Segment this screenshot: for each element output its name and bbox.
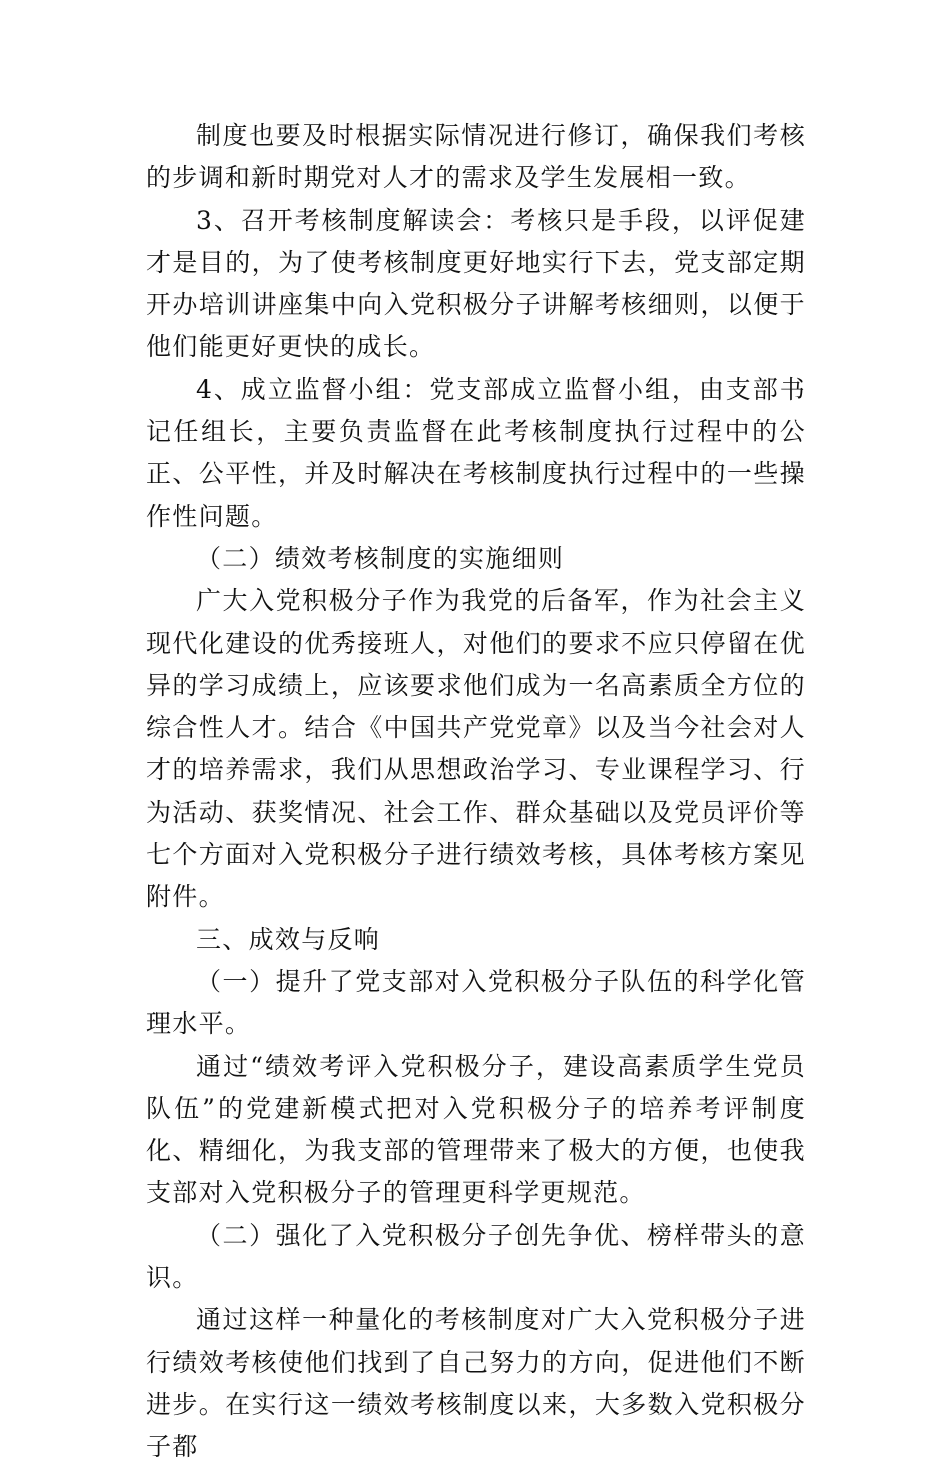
- subheading-implementation: （二）绩效考核制度的实施细则: [196, 543, 565, 573]
- paragraph-item-4: 4、成立监督小组：党支部成立监督小组，由支部书记任组长，主要负责监督在此考核制度执行过程中的公正、公平性，并及时解决在考核制度执行过程中的一些操作性问题。: [146, 374, 806, 531]
- paragraph-implementation: 广大入党积极分子作为我党的后备军，作为社会主义现代化建设的优秀接班人，对他们的要求不应只停留在优异的学习成绩上，应该要求他们成为一名高素质全方位的综合性人才。结合《中国共产党党章》以及当今社会对人才的培养需求，我们从思想政治学习、专业课程学习、行为活动、获奖情况、社会工作、群众基础以及党员评价等七个方面对入党积极分子进行绩效考核，具体考核方案见附件。: [146, 586, 806, 912]
- paragraph-item-3: 3、召开考核制度解读会：考核只是手段，以评促建才是目的，为了使考核制度更好地实行下去，党支部定期开办培训讲座集中向入党积极分子讲解考核细则，以便于他们能更好更快的成长。: [146, 205, 806, 362]
- paragraph-result-2: 通过这样一种量化的考核制度对广大入党积极分子进行绩效考核使他们找到了自己努力的方向，促进他们不断进步。在实行这一绩效考核制度以来，大多数入党积极分子都: [146, 1305, 806, 1462]
- document-body: [146, 115, 806, 1469]
- subheading-result-2: （二）强化了入党积极分子创先争优、榜样带头的意识。: [146, 1220, 806, 1293]
- paragraph-revision-note: 制度也要及时根据实际情况进行修订，确保我们考核的步调和新时期党对人才的需求及学生发展相一致。: [146, 121, 806, 193]
- heading-results: 三、成效与反响: [196, 924, 381, 954]
- subheading-result-1: （一）提升了党支部对入党积极分子队伍的科学化管理水平。: [146, 966, 806, 1039]
- paragraph-result-1: 通过“绩效考评入党积极分子，建设高素质学生党员队伍”的党建新模式把对入党积极分子的培养考评制度化、精细化，为我支部的管理带来了极大的方便，也使我支部对入党积极分子的管理更科学更规范。: [146, 1051, 806, 1208]
